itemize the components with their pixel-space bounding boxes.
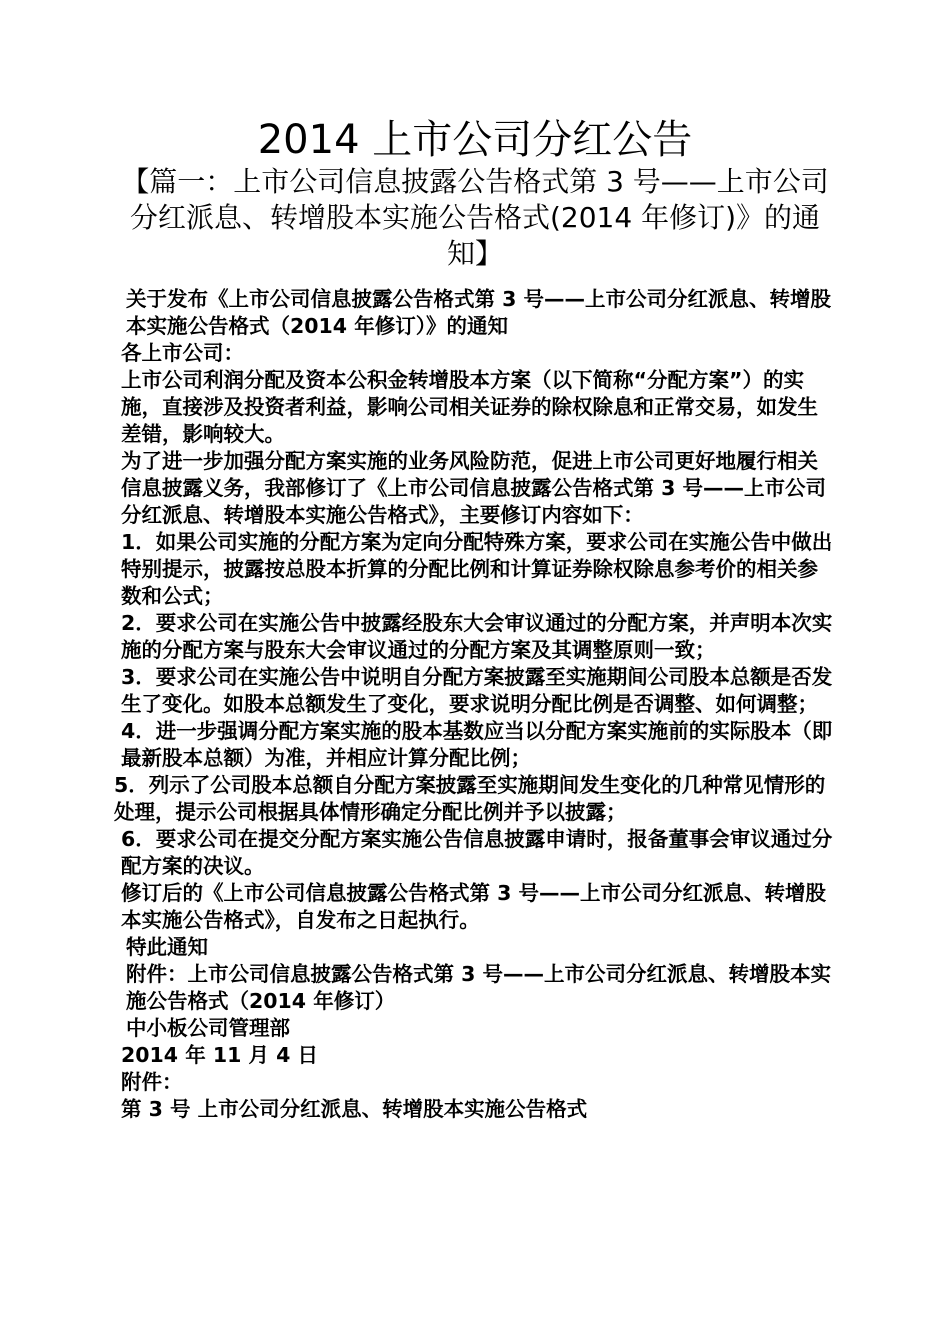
issuing-department: 中小板公司管理部 [126,1016,290,1040]
document-title: 2014 上市公司分红公告 [257,117,693,163]
paragraph-effective: 修订后的《上市公司信息披露公告格式第 3 号——上市公司分红派息、转增股本实施公告格式》，自发布之日起执行。 [121,881,827,932]
attachment-note: 附件：上市公司信息披露公告格式第 3 号——上市公司分红派息、转增股本实施公告格式（2014 年修订） [126,962,832,1013]
list-item-3: 3．要求公司在实施公告中说明自分配方案披露至实施期间公司股本总额是否发生了变化。如股本总额发生了变化，要求说明分配比例是否调整、如何调整； [121,665,833,716]
closing-notice: 特此通知 [126,935,208,959]
list-item-5: 5．列示了公司股本总额自分配方案披露至实施期间发生变化的几种常见情形的处理，提示公司根据具体情形确定分配比例并予以披露； [114,773,826,824]
issue-date: 2014 年 11 月 4 日 [121,1043,319,1067]
list-item-2: 2．要求公司在实施公告中披露经股东大会审议通过的分配方案，并声明本次实施的分配方案与股东大会审议通过的分配方案及其调整原则一致； [121,611,833,662]
attachment-title: 第 3 号 上市公司分红派息、转增股本实施公告格式 [121,1097,588,1121]
paragraph-revision: 为了进一步加强分配方案实施的业务风险防范，促进上市公司更好地履行相关信息披露义务，我部修订了《上市公司信息披露公告格式第 3 号——上市公司分红派息、转增股本实施公告格式》，主要修订内容如下： [121,449,827,527]
paragraph-intro: 上市公司利润分配及资本公积金转增股本方案（以下简称“分配方案”）的实施，直接涉及投资者利益，影响公司相关证券的除权除息和正常交易，如发生差错，影响较大。 [121,368,818,446]
attachment-label: 附件： [121,1070,183,1094]
list-item-1: 1．如果公司实施的分配方案为定向分配特殊方案，要求公司在实施公告中做出特别提示，披露按总股本折算的分配比例和计算证券除权除息参考价的相关参数和公式； [121,530,833,608]
salutation: 各上市公司： [121,341,244,365]
document-body [114,286,836,1123]
list-item-4: 4．进一步强调分配方案实施的股本基数应当以分配方案实施前的实际股本（即最新股本总额）为准，并相应计算分配比例； [121,719,833,770]
document-subtitle: 【篇一：上市公司信息披露公告格式第 3 号——上市公司分红派息、转增股本实施公告格式(2014 年修订)》的通知】 [121,165,829,270]
notice-heading: 关于发布《上市公司信息披露公告格式第 3 号——上市公司分红派息、转增股本实施公告格式（2014 年修订）》的通知 [126,287,832,338]
list-item-6: 6．要求公司在提交分配方案实施公告信息披露申请时，报备董事会审议通过分配方案的决议。 [121,827,833,878]
